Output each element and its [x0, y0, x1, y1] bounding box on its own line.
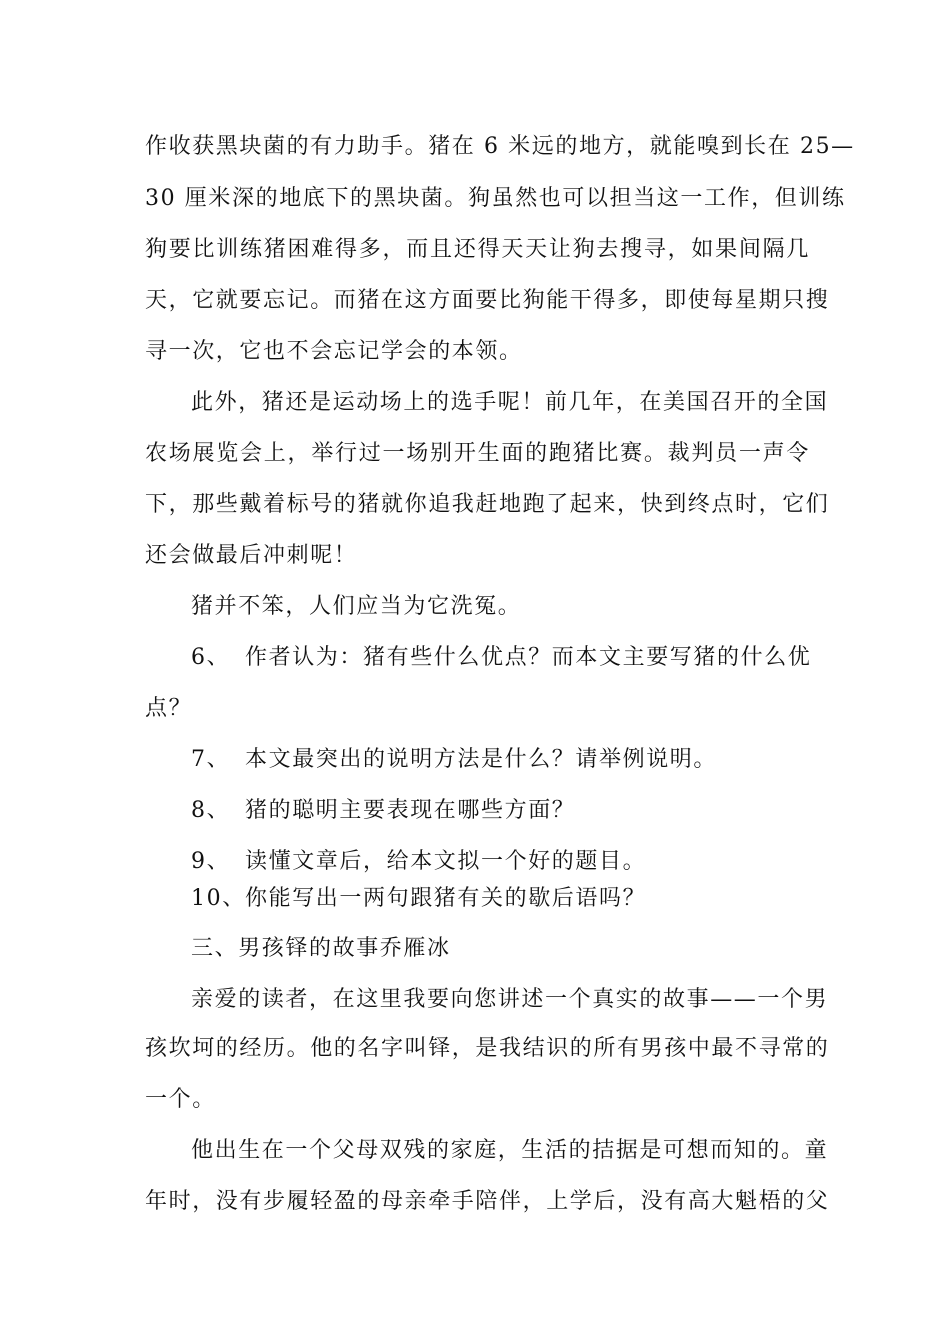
section-heading: 三、男孩铎的故事乔雁冰 — [191, 936, 451, 961]
question-number: 9、 — [191, 849, 231, 874]
paragraph-line: 30 厘米深的地底下的黑块菌。狗虽然也可以担当这一工作，但训练 — [145, 186, 846, 211]
question-number: 7、 — [191, 747, 231, 772]
paragraph-line: 此外，猪还是运动场上的选手呢！前几年，在美国召开的全国 — [191, 390, 829, 415]
question-number: 8、 — [191, 798, 231, 823]
paragraph-line: 天，它就要忘记。而猪在这方面要比狗能干得多，即使每星期只搜 — [145, 288, 830, 313]
paragraph-line: 还会做最后冲刺呢！ — [145, 543, 358, 568]
paragraph-line: 寻一次，它也不会忘记学会的本领。 — [145, 339, 523, 364]
paragraph-line: 猪并不笨，人们应当为它洗冤。 — [191, 594, 522, 619]
question-number: 6、 — [191, 645, 231, 670]
paragraph-line: 下，那些戴着标号的猪就你追我赶地跑了起来，快到终点时，它们 — [145, 492, 830, 517]
paragraph-line: 亲爱的读者，在这里我要向您讲述一个真实的故事——一个男 — [191, 987, 829, 1012]
question-item — [191, 794, 856, 828]
question-item — [191, 845, 856, 879]
paragraph-line: 年时，没有步履轻盈的母亲牵手陪伴，上学后，没有高大魁梧的父 — [145, 1189, 830, 1214]
question-item — [191, 882, 856, 916]
question-text: 猪的聪明主要表现在哪些方面？ — [245, 798, 576, 823]
paragraph-line: 一个。 — [145, 1087, 216, 1112]
paragraph-line: 点？ — [145, 696, 193, 721]
question-text: 读懂文章后，给本文拟一个好的题目。 — [245, 849, 647, 874]
paragraph-line: 作收获黑块菌的有力助手。猪在 6 米远的地方，就能嗅到长在 25— — [145, 134, 855, 159]
question-item — [191, 743, 856, 777]
question-text: 本文最突出的说明方法是什么？请举例说明。 — [245, 747, 718, 772]
question-text: 你能写出一两句跟猪有关的歇后语吗？ — [245, 886, 647, 911]
paragraph-line: 农场展览会上，举行过一场别开生面的跑猪比赛。裁判员一声令 — [145, 441, 810, 466]
paragraph-line: 狗要比训练猪困难得多，而且还得天天让狗去搜寻，如果间隔几 — [145, 237, 810, 262]
paragraph-line: 孩坎坷的经历。他的名字叫铎，是我结识的所有男孩中最不寻常的 — [145, 1036, 830, 1061]
paragraph-line: 他出生在一个父母双残的家庭，生活的拮据是可想而知的。童 — [191, 1138, 829, 1163]
question-text: 作者认为：猪有些什么优点？而本文主要写猪的什么优 — [245, 645, 812, 670]
question-item — [191, 641, 810, 675]
question-number: 10、 — [191, 886, 246, 911]
